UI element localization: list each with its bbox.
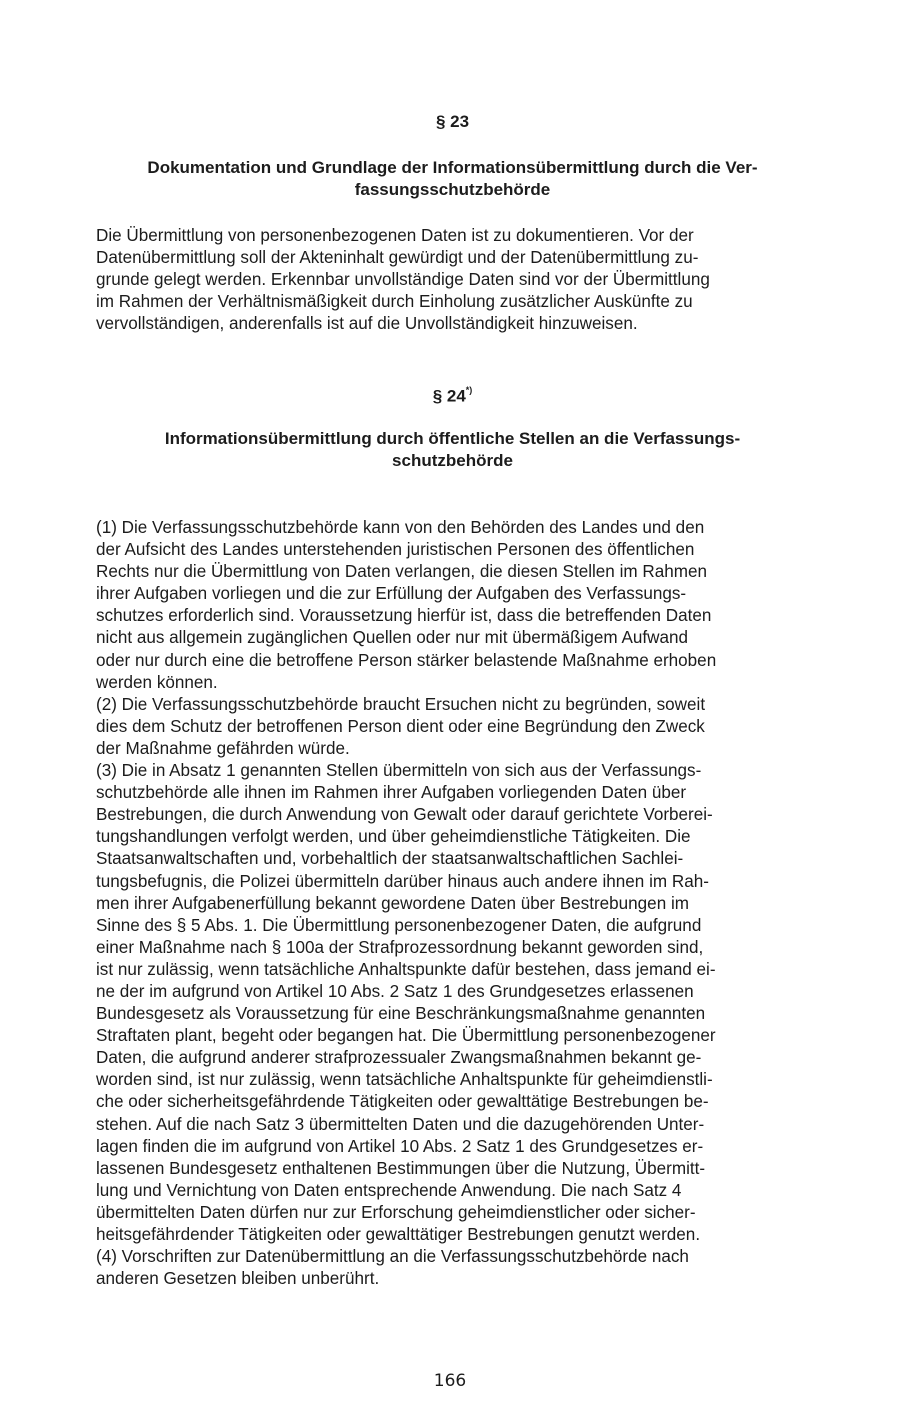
section-title-line: fassungsschutzbehörde <box>354 180 551 199</box>
section-body <box>96 225 811 335</box>
text-line: Staatsanwaltschaften und, vorbehaltlich der staatsanwaltschaftlichen Sachlei- <box>96 849 684 869</box>
text-line: tungsbefugnis, die Polizei übermitteln darüber hinaus auch andere ihnen im Rah- <box>96 871 709 891</box>
section-body <box>96 517 811 1290</box>
text-line: stehen. Auf die nach Satz 3 übermittelten Daten und die dazugehörenden Unter- <box>96 1114 705 1134</box>
footnote-mark: *) <box>465 385 473 395</box>
text-line: ihrer Aufgaben vorliegen und die zur Erfüllung der Aufgaben des Verfassungs- <box>96 584 687 604</box>
text-line: worden sind, ist nur zulässig, wenn tatsächliche Anhaltspunkte für geheimdienstli- <box>96 1070 713 1090</box>
text-line: lagen finden die im aufgrund von Artikel 10 Abs. 2 Satz 1 des Grundgesetzes er- <box>96 1136 704 1156</box>
text-line: heitsgefährdender Tätigkeiten oder gewalttätiger Bestrebungen genutzt werden. <box>96 1225 701 1244</box>
text-line: Datenübermittlung soll der Akteninhalt gewürdigt und der Datenübermittlung zu- <box>96 248 699 268</box>
page-number: 166 <box>433 1371 467 1391</box>
text-line: (2) Die Verfassungsschutzbehörde braucht Ersuchen nicht zu begründen, soweit <box>96 694 706 714</box>
text-line: grunde gelegt werden. Erkennbar unvollständige Daten sind vor der Übermittlung <box>96 270 710 290</box>
text-line: übermittelten Daten dürfen nur zur Erforschung geheimdienstlicher oder sicher- <box>96 1202 696 1222</box>
text-line: Daten, die aufgrund anderer strafprozessualer Zwangsmaßnahmen bekannt ge- <box>96 1048 702 1068</box>
text-line: im Rahmen der Verhältnismäßigkeit durch Einholung zusätzlicher Auskünfte zu <box>96 292 693 312</box>
text-line: (3) Die in Absatz 1 genannten Stellen übermitteln von sich aus der Verfassungs- <box>96 761 702 781</box>
text-line: lung und Vernichtung von Daten entsprechende Anwendung. Die nach Satz 4 <box>96 1180 682 1200</box>
text-line: der Maßnahme gefährden würde. <box>96 738 350 758</box>
text-line: (1) Die Verfassungsschutzbehörde kann von den Behörden des Landes und den <box>96 518 705 537</box>
text-line: Die Übermittlung von personenbezogenen Daten ist zu dokumentieren. Vor der <box>96 226 694 245</box>
text-line: der Aufsicht des Landes unterstehenden juristischen Personen des öffentlichen <box>96 540 695 560</box>
section-number: § 23 <box>435 112 470 131</box>
text-line: ne der im aufgrund von Artikel 10 Abs. 2 Satz 1 des Grundgesetzes erlassenen <box>96 981 694 1001</box>
text-line: che oder sicherheitsgefährdende Tätigkeiten oder gewalttätige Bestrebungen be- <box>96 1092 709 1112</box>
text-line: anderen Gesetzen bleiben unberührt. <box>96 1269 380 1289</box>
section-title-line: Dokumentation und Grundlage der Informationsübermittlung durch die Ver- <box>147 158 758 177</box>
text-line: oder nur durch eine die betroffene Person stärker belastende Maßnahme erhoben <box>96 650 717 670</box>
text-line: tungshandlungen verfolgt werden, und über geheimdienstliche Tätigkeiten. Die <box>96 827 691 847</box>
text-line: Straftaten plant, begeht oder begangen hat. Die Übermittlung personenbezogener <box>96 1026 716 1046</box>
text-line: vervollständigen, anderenfalls ist auf die Unvollständigkeit hinzuweisen. <box>96 314 638 334</box>
text-line: Bestrebungen, die durch Anwendung von Gewalt oder darauf gerichtete Vorberei- <box>96 805 713 825</box>
text-line: men ihrer Aufgabenerfüllung bekannt gewordene Daten über Bestrebungen im <box>96 893 689 913</box>
section-title-line: schutzbehörde <box>392 451 513 470</box>
section-title <box>95 157 810 201</box>
text-line: Sinne des § 5 Abs. 1. Die Übermittlung personenbezogener Daten, die aufgrund <box>96 915 702 935</box>
text-line: ist nur zulässig, wenn tatsächliche Anhaltspunkte dafür bestehen, dass jemand ei- <box>96 959 716 979</box>
text-line: Rechts nur die Übermittlung von Daten verlangen, die diesen Stellen im Rahmen <box>96 562 707 582</box>
section-number: § 24*) <box>432 385 473 406</box>
text-line: Bundesgesetz als Voraussetzung für eine Beschränkungsmaßnahme genannten <box>96 1004 706 1024</box>
text-line: nicht aus allgemein zugänglichen Quellen oder nur mit übermäßigem Aufwand <box>96 628 688 648</box>
text-line: lassenen Bundesgesetz enthaltenen Bestimmungen über die Nutzung, Übermitt- <box>96 1158 706 1178</box>
text-line: (4) Vorschriften zur Datenübermittlung an die Verfassungsschutzbehörde nach <box>96 1247 689 1267</box>
text-line: werden können. <box>96 672 218 692</box>
section-title-line: Informationsübermittlung durch öffentliche Stellen an die Verfassungs- <box>164 429 741 448</box>
text-line: schutzbehörde alle ihnen im Rahmen ihrer Aufgaben vorliegenden Daten über <box>96 783 687 803</box>
text-line: dies dem Schutz der betroffenen Person dient oder eine Begründung den Zweck <box>96 716 705 736</box>
text-line: einer Maßnahme nach § 100a der Strafprozessordnung bekannt geworden sind, <box>96 937 704 957</box>
text-line: schutzes erforderlich sind. Voraussetzung hierfür ist, dass die betreffenden Daten <box>96 606 712 626</box>
section-title <box>95 428 810 472</box>
